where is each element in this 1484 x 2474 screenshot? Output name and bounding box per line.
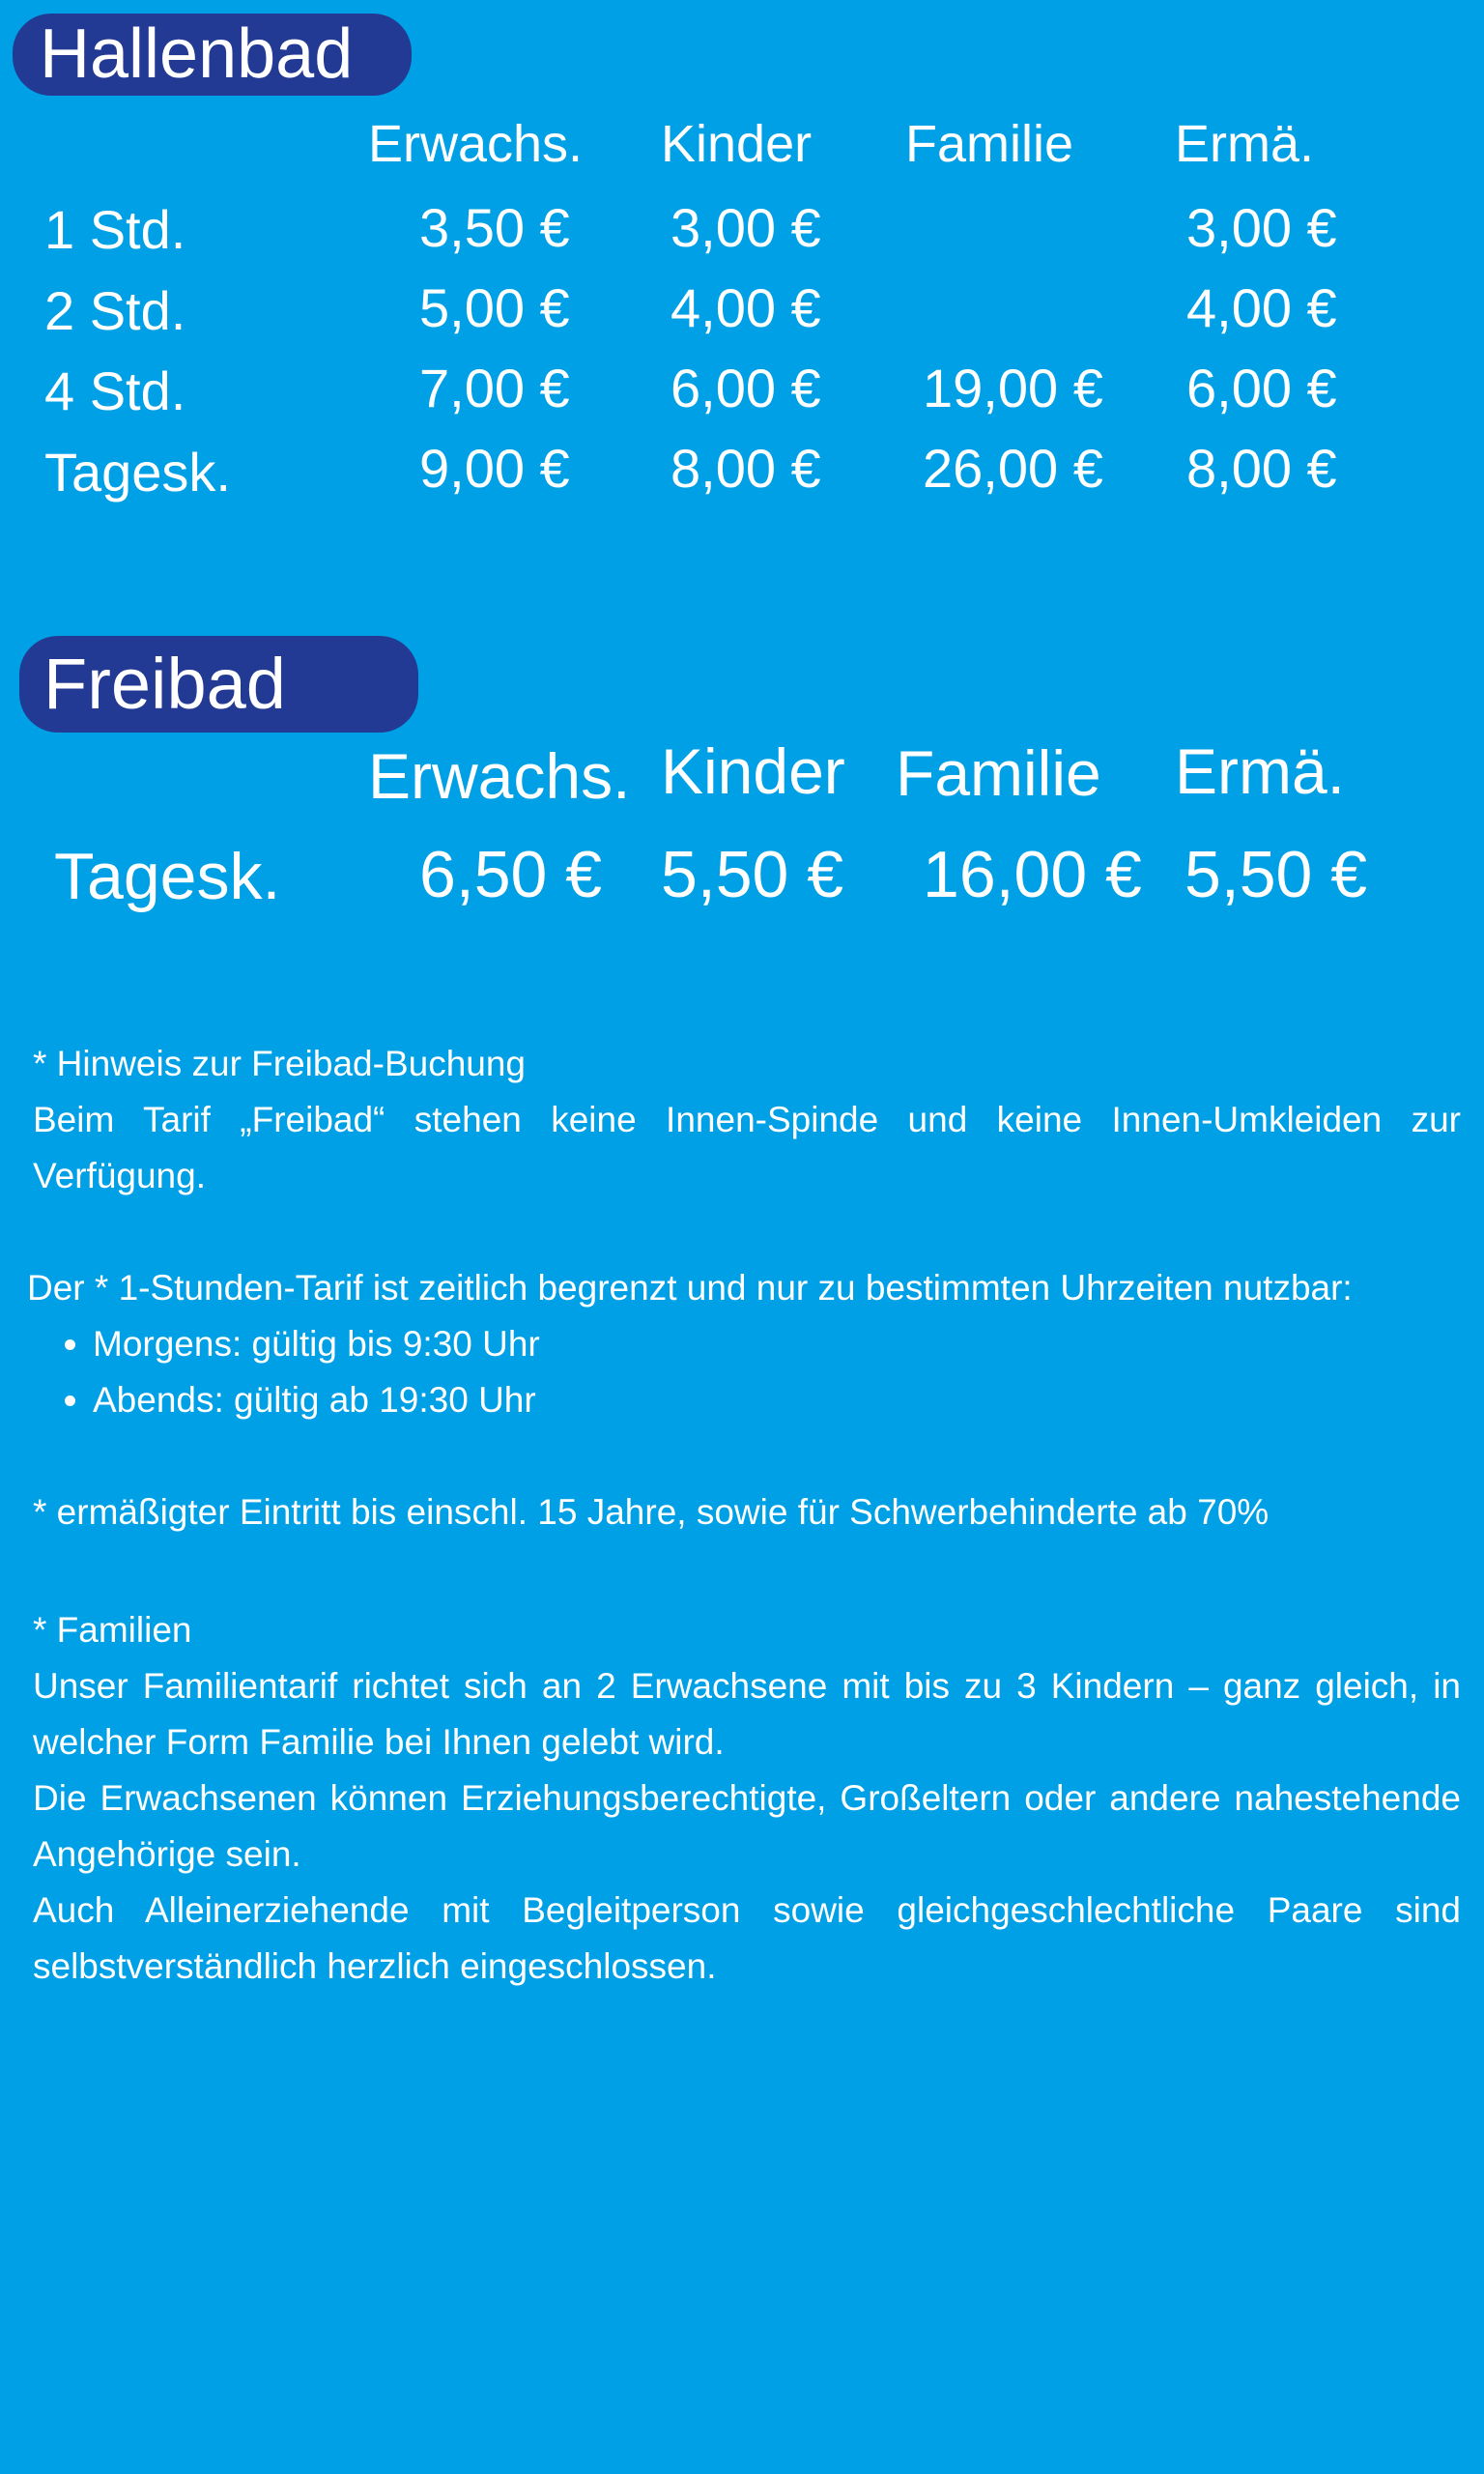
tarif-intro: Der * 1-Stunden-Tarif ist zeitlich begrenzt und nur zu bestimmten Uhrzeiten nutzbar: [27, 1268, 1353, 1308]
freibad-note-title: * Hinweis zur Freibad-Buchung [33, 1044, 527, 1083]
freibad-price-ermae: 5,50 € [1184, 838, 1368, 911]
hallenbad-price-erwachs: 3,50 € [419, 197, 570, 258]
hallenbad-price-kinder: 6,00 € [671, 358, 821, 418]
freibad-header-familie: Familie [896, 737, 1101, 809]
hallenbad-price-ermae: 4,00 € [1186, 277, 1337, 338]
freibad-row-label: Tagesk. [54, 840, 281, 913]
hallenbad-row-label: 1 Std. [44, 199, 186, 260]
familien-text-3: Auch Alleinerziehende mit Begleitperson sowie gleichgeschlechtliche Paare sind selbstverständlich herzlich eingeschlossen. [33, 1890, 1461, 1986]
hallenbad-price-familie: 19,00 € [923, 358, 1103, 418]
hallenbad-price-ermae: 3,00 € [1186, 197, 1337, 258]
hallenbad-price-ermae: 8,00 € [1186, 438, 1337, 499]
hallenbad-price-kinder: 3,00 € [671, 197, 821, 258]
notes-section [27, 1036, 1461, 1995]
freibad-price-kinder: 5,50 € [661, 838, 844, 911]
hallenbad-price-ermae: 6,00 € [1186, 358, 1337, 418]
list-item: • Abends: gültig ab 19:30 Uhr [93, 1372, 1461, 1428]
hallenbad-price-kinder: 8,00 € [671, 438, 821, 499]
hallenbad-header-ermae: Ermä. [1175, 115, 1315, 173]
hallenbad-header-kinder: Kinder [661, 115, 813, 173]
freibad-header-erwachs: Erwachs. [368, 740, 631, 812]
hallenbad-price-kinder: 4,00 € [671, 277, 821, 338]
familien-text-2: Die Erwachsenen können Erziehungsberechtigte, Großeltern oder andere nahestehende Angehörige sein. [33, 1778, 1461, 1874]
familien-title: * Familien [33, 1610, 192, 1650]
hallenbad-header-familie: Familie [905, 115, 1074, 173]
freibad-title: Freibad [19, 636, 418, 733]
hallenbad-row-label: 2 Std. [44, 280, 186, 341]
familien-text-1: Unser Familientarif richtet sich an 2 Erwachsene mit bis zu 3 Kindern – ganz gleich, in welcher Form Familie bei Ihnen gelebt wird. [33, 1666, 1461, 1762]
hallenbad-price-familie: 26,00 € [923, 438, 1103, 499]
freibad-price-familie: 16,00 € [923, 838, 1142, 911]
hallenbad-row-label: Tagesk. [44, 442, 231, 503]
hallenbad-header-erwachs: Erwachs. [368, 115, 584, 173]
tarif-list [33, 1316, 1461, 1428]
hallenbad-title: Hallenbad [13, 14, 412, 96]
freibad-header-kinder: Kinder [661, 735, 845, 807]
freibad-price-erwachs: 6,50 € [419, 838, 603, 911]
hallenbad-price-erwachs: 5,00 € [419, 277, 570, 338]
hallenbad-price-erwachs: 7,00 € [419, 358, 570, 418]
freibad-note-text: Beim Tarif „Freibad“ stehen keine Innen-Spinde und keine Innen-Umkleiden zur Verfügung. [33, 1100, 1461, 1195]
hallenbad-price-erwachs: 9,00 € [419, 438, 570, 499]
freibad-header-ermae: Ermä. [1175, 735, 1346, 807]
hallenbad-row-label: 4 Std. [44, 360, 186, 421]
list-item: • Morgens: gültig bis 9:30 Uhr [93, 1316, 1461, 1372]
ermaessigt-note: * ermäßigter Eintritt bis einschl. 15 Jahre, sowie für Schwerbehinderte ab 70% [33, 1492, 1270, 1532]
